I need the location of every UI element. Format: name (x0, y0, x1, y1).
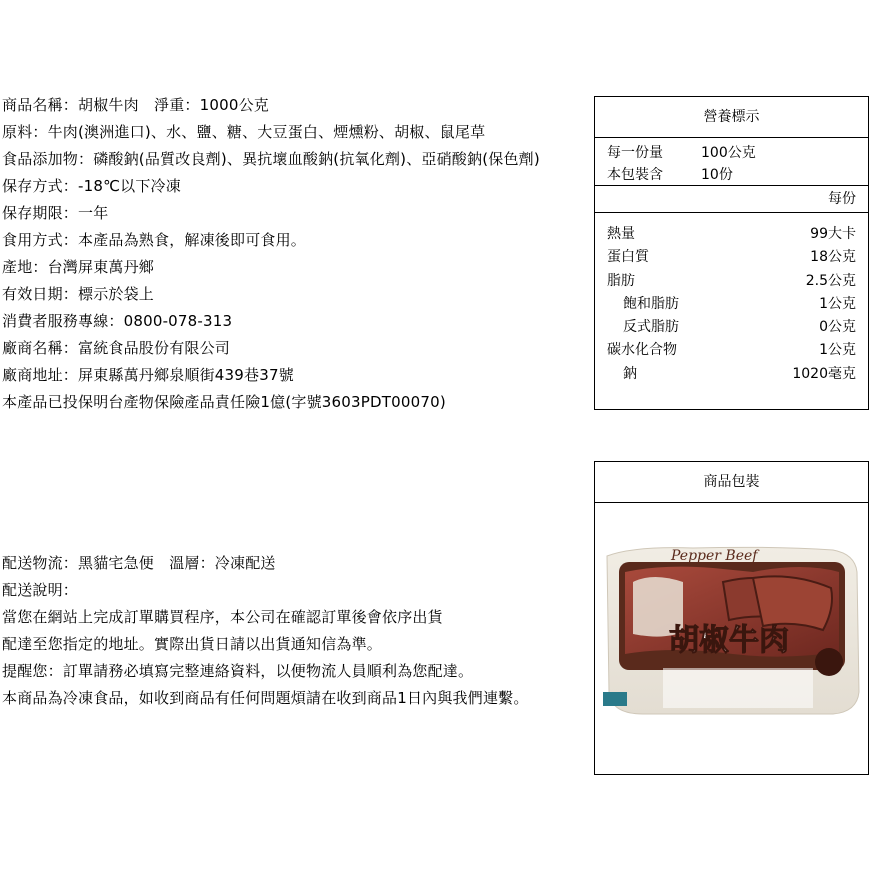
package-panel (594, 461, 869, 775)
product-name-line: 商品名稱：胡椒牛肉 淨重：1000公克 (2, 96, 269, 114)
nutrient-row (607, 363, 856, 386)
nutrient-value: 2.5公克 (805, 272, 856, 289)
nutrient-name: 反式脂肪 (623, 319, 679, 336)
nutrient-name: 鈉 (623, 365, 637, 382)
serving-size-row (607, 142, 856, 164)
shipping-note-line: 當您在網站上完成訂單購買程序，本公司在確認訂單後會依序出貨 (2, 608, 443, 626)
shipping-method-line: 配送物流：黑貓宅急便 溫層：冷凍配送 (2, 554, 276, 572)
manufacturer-line: 廠商名稱：富統食品股份有限公司 (2, 339, 231, 357)
product-banner-text: Pepper Beef (671, 548, 758, 564)
nutrient-name: 碳水化合物 (607, 342, 677, 359)
ingredients-line: 原料：牛肉(澳洲進口)、水、鹽、糖、大豆蛋白、煙燻粉、胡椒、鼠尾草 (2, 123, 486, 141)
nutrient-value: 1公克 (819, 295, 856, 312)
beef-slice (753, 576, 832, 630)
serving-block (595, 138, 868, 186)
nutrient-name: 飽和脂肪 (623, 295, 679, 312)
shipping-reminder-line: 提醒您：訂單請務必填寫完整連絡資料，以便物流人員順利為您配達。 (2, 662, 474, 680)
shipping-note-line: 配達至您指定的地址。實際出貨日請以出貨通知信為準。 (2, 635, 383, 653)
nutrient-row (607, 223, 856, 246)
nutrient-value: 18公克 (810, 249, 856, 266)
frozen-notice-line: 本商品為冷凍食品，如收到商品有任何問題煩請在收到商品1日內與我們連繫。 (2, 689, 529, 707)
shipping-info (2, 550, 592, 712)
insurance-line: 本產品已投保明台產物保險產品責任險1億(字號3603PDT00070) (2, 393, 446, 411)
nutrition-title: 營養標示 (595, 97, 868, 138)
shelf-life-line: 保存期限：一年 (2, 204, 109, 222)
address-line: 廠商地址：屏東縣萬丹鄉泉順街439巷37號 (2, 366, 294, 384)
servings-count-label: 本包裝含 (607, 167, 663, 183)
nutrient-row (607, 246, 856, 269)
nutrient-row (607, 339, 856, 362)
product-info (2, 92, 592, 416)
nutrient-value: 0公克 (819, 319, 856, 336)
expiry-line: 有效日期：標示於袋上 (2, 285, 155, 303)
shipping-note-heading: 配送說明： (2, 581, 79, 599)
nutrient-value: 1公克 (819, 342, 856, 359)
nutrient-row (607, 270, 856, 293)
hotline-line: 消費者服務專線：0800-078-313 (2, 312, 233, 330)
nutrient-list (595, 213, 868, 386)
nutrient-name: 蛋白質 (607, 249, 649, 266)
nutrient-name: 熱量 (607, 226, 635, 242)
nutrient-row (607, 293, 856, 316)
servings-count-value: 10份 (701, 167, 733, 183)
serving-size-label: 每一份量 (607, 145, 663, 161)
nutrition-table (594, 96, 869, 410)
per-serving-header: 每份 (595, 186, 868, 213)
badge-icon (815, 648, 843, 676)
storage-line: 保存方式：-18℃以下冷凍 (2, 177, 181, 195)
package-title: 商品包裝 (595, 462, 868, 503)
nutrient-name: 脂肪 (607, 272, 635, 289)
product-name-text: 胡椒牛肉 (669, 623, 789, 658)
nutrient-row (607, 316, 856, 339)
additives-line: 食品添加物：磷酸鈉(品質改良劑)、異抗壞血酸鈉(抗氧化劑)、亞硝酸鈉(保色劑) (2, 150, 540, 168)
bag-back-label (663, 668, 813, 708)
usage-line: 食用方式：本產品為熟食，解凍後即可食用。 (2, 231, 307, 249)
servings-count-row (607, 164, 856, 186)
bag-corner-tag (603, 692, 627, 706)
nutrient-value: 1020毫克 (792, 365, 856, 382)
package-photo (603, 542, 861, 718)
serving-size-value: 100公克 (701, 145, 756, 161)
origin-line: 產地：台灣屏東萬丹鄉 (2, 258, 155, 276)
nutrient-value: 99大卡 (810, 226, 856, 242)
